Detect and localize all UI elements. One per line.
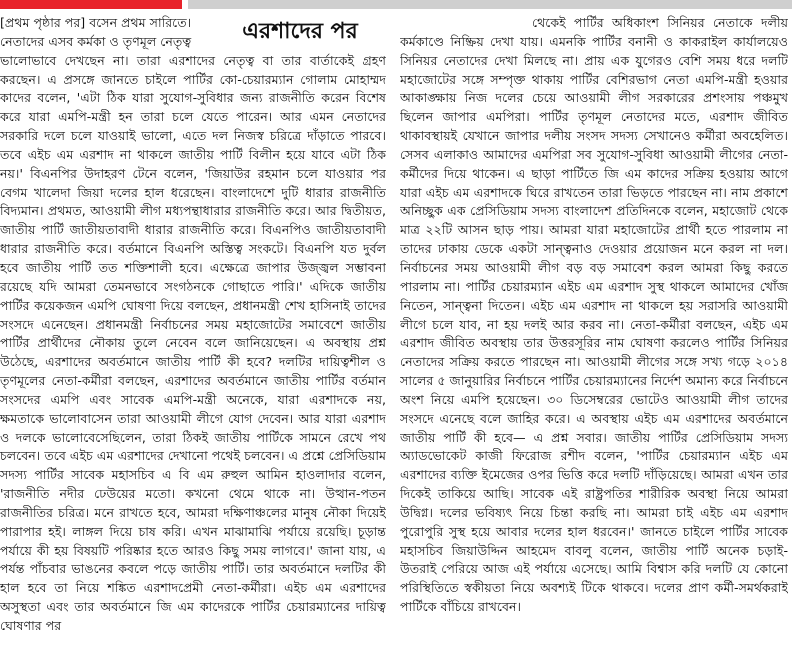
body-text-left: ভালোভাবে দেখছেন না। তারা এরশাদের নেতৃত্ব বা তার বার্তাকেই গ্রহণ করছেন। এ প্রসঙ্গে জানতে চাইলে পার্টির কো-চেয়ারম্যান গোলাম মোহাম্মদ কাদের বলেন, 'এটা ঠিক যারা সুযোগ-সুবিধার জন্য রাজনীতি করেন বিশেষ করে যারা এমপি-মন্ত্রী হন তারা চলে যেতে পারেন। আর এমন নেতাদের সরকারি দলে চলে যাওয়াই ভালো, এতে দল নিজস্ব চরিত্রে দাঁড়াতে পারবে। তবে এইচ এম এরশাদ না থাকলে জাতীয় পার্টি বিলীন হয়ে যাবে এটা ঠিক নয়।' বিএনপির উদাহরণ টেনে বলেন, 'জিয়াউর রহমান চলে যাওয়ার পর বেগম খালেদা জিয়া দলের হাল ধরেছেন। বাংলাদেশে দুটি ধারার রাজনীতি বিদ্যমান। প্রথমত, আওয়ামী লীগ মধ্যপন্থাধারার রাজনীতি করে। আর দ্বিতীয়ত, জাতীয় পার্টি জাতীয়তাবাদী ধারার রাজনীতি করে। বিএনপিও জাতীয়তাবাদী ধারার রাজনীতি করে। বর্তমানে বিএনপি অস্তিত্ব সংকটে। বিএনপি যত দুর্বল হবে জাতীয় পার্টি তত শক্তিশালী হবে। এক্ষেত্রে জাপার উজ্জ্বল সম্ভাবনা রয়েছে যদি আমরা তেমনভাবে সংগঠনকে গোছাতে পারি।' এদিকে জাতীয় পার্টির কয়েকজন এমপি ঘোষণা দিয়ে বলছেন, প্রধানমন্ত্রী শেখ হাসিনাই তাদের সংসদে এনেছেন। প্রধানমন্ত্রী নির্বাচনের সময় মহাজোটের সমাবেশে জাতীয় পার্টির প্রার্থীদের নৌকায় তুলে নেবেন বলে জানিয়েছেন। এ অবস্থায় প্রশ্ন উঠেছে, এরশাদের অবর্তমানে জাতীয় পার্টি কী হবে? দলটির দায়িত্বশীল ও তৃণমূলের নেতা-কর্মীরা বলছেন, এরশাদের অবর্তমানে জাতীয় পার্টির বর্তমান সংসদের এমপি এবং সাবেক এমপি-মন্ত্রী অনেকে, যারা এরশাদকে নয়, ক্ষমতাকে ভালোবাসেন তারা আওয়ামী লীগে যোগ দেবেন। আর যারা এরশাদ ও দলকে ভালোবেসেছিলেন, তারা ঠিকই জাতীয় পার্টিকে সামনে রেখে পথ চলবেন। তবে এইচ এম এরশাদের দেখানো পথেই চলবেন। এ প্রশ্নে প্রেসিডিয়াম সদস্য পার্টির সাবেক মহাসচিব এ বি এম রুহুল আমিন হাওলাদার বলেন, 'রাজনীতি নদীর ঢেউয়ের মতো। কখনো থেমে থাকে না। উত্থান-পতন রাজনীতির চরিত্র। মনে রাখতে হবে, আমরা দক্ষিণাঞ্চলের মানুষ নৌকা দিয়েই পারাপার হই। লাঙ্গল দিয়ে চাষ করি। এখন মাঝামাঝি পর্যায়ে রয়েছি। চূড়ান্ত পর্যায়ে কী হয় বিষয়টি পরিষ্কার হতে আরও কিছু সময় লাগবে।' জানা যায়, এ পর্যন্ত পাঁচবার ভাঙনের কবলে পড়ে জাতীয় পার্টি। তার অবর্তমানে দলটির কী হাল হবে তা নিয়ে শঙ্কিত এরশাদপ্রেমী নেতা-কর্মীরা। এইচ এম এরশাদের অসুস্থতা এবং তার অবর্তমানে জি এম কাদেরকে পার্টির চেয়ারম্যানের দায়িত্ব ঘোষণার পর [0, 52, 386, 633]
continuation-intro: [প্রথম পৃষ্ঠার পর] বসেন প্রথম সারিতে। নেতাদের এসব কর্মকা ও তৃণমূল নেতৃত্ব [0, 15, 192, 49]
top-rule-grey [188, 0, 792, 9]
body-text-right: থেকেই পার্টির অধিকাংশ সিনিয়র নেতাকে দলীয় কর্মকাণ্ডে নিষ্ক্রিয় দেখা যায়। এমনকি পার্টির বনানী ও কাকরাইল কার্যালয়েও সিনিয়র নেতাদের দেখা মিলছে না। প্রায় এক যুগেরও বেশি সময় ধরে দলটি মহাজোটের সঙ্গে সম্পৃক্ত থাকায় পার্টির বেশিরভাগ নেতা এমপি-মন্ত্রী হওয়ার আকাঙ্ক্ষায় নিজ দলের চেয়ে আওয়ামী লীগ সরকারের প্রশংসায় পঞ্চমুখ ছিলেন জাপার এমপিরা। পার্টির তৃণমূল নেতাদের মতে, এরশাদ জীবিত থাকাবস্থায়ই যেখানে জাপার দলীয় সংসদ সদস্য সেখানেও কর্মীরা অবহেলিত। সেসব এলাকাও আমাদের এমপিরা সব সুযোগ-সুবিধা আওয়ামী লীগের নেতা-কর্মীদের দিয়ে থাকেন। এ ছাড়া পার্টিতে জি এম কাদের সক্রিয় হওয়ায় আগে যারা এইচ এম এরশাদকে ঘিরে রাখতেন তারা ভিড়তে পারছেন না। নাম প্রকাশে অনিচ্ছুক এক প্রেসিডিয়াম সদস্য বাংলাদেশ প্রতিদিনকে বলেন, মহাজোট থেকে মাত্র ২২টি আসন ছাড় পায়। আমরা যারা মহাজোটের প্রার্থী হতে পারলাম না তাদের ঢাকায় ডেকে একটা সান্ত্বনাও দেওয়ার প্রয়োজন মনে করল না দল। নির্বাচনের সময় আওয়ামী লীগ বড় বড় সমাবেশ করল আমরা কিছু করতে পারলাম না। পার্টির চেয়ারম্যান এইচ এম এরশাদ সুস্থ থাকলে আমাদের খোঁজ নিতেন, সান্ত্বনা দিতেন। এইচ এম এরশাদ না থাকলে হয় সরাসরি আওয়ামী লীগে চলে যাব, না হয় দলই আর করব না। নেতা-কর্মীরা বলছেন, এইচ এম এরশাদ জীবিত অবস্থায় তার উত্তরসূরির নাম ঘোষণা করলেও পার্টির সিনিয়র নেতাদের সক্রিয় করতে পারছেন না। আওয়ামী লীগের সঙ্গে সখ্য গড়ে ২০১৪ সালের ৫ জানুয়ারির নির্বাচনে পার্টির চেয়ারম্যানের নির্দেশ অমান্য করে নির্বাচনে অংশ নিয়ে এমপি হয়েছেন। ৩০ ডিসেম্বরের ভোটেও আওয়ামী লীগ তাদের সংসদে এনেছে বলে জাহির করে। এ অবস্থায় এইচ এম এরশাদের অবর্তমানে জাতীয় পার্টি কী হবে— এ প্রশ্ন সবার। জাতীয় পার্টির প্রেসিডিয়াম সদস্য অ্যাডভোকেট কাজী ফিরোজ রশীদ বলেন, 'পার্টির চেয়ারম্যান এইচ এম এরশাদের ব্যক্তি ইমেজের ওপর ভিত্তি করে দলটি দাঁড়িয়েছে। আমরা এখন তার দিকেই তাকিয়ে আছি। সাবেক এই রাষ্ট্রপতির শারীরিক অবস্থা নিয়ে আমরা উদ্বিগ্ন। দলের ভবিষ্যৎ নিয়ে চিন্তা করছি না। আমরা চাই এইচ এম এরশাদ পুরোপুরি সুস্থ হয়ে আবার দলের হাল ধরবেন।' জানতে চাইলে পার্টির সাবেক মহাসচিব জিয়াউদ্দিন আহমেদ বাবলু বলেন, জাতীয় পার্টি অনেক চড়াই-উতরাই পেরিয়ে আজ এই পর্যায়ে এসেছে। আমি বিশ্বাস করি দলটি যে কোনো পরিস্থিতিতে স্বকীয়তা নিয়ে অবশ্যই টিকে থাকবে। দলের প্রাণ কর্মী-সমর্থকরাই পার্টিকে বাঁচিয়ে রাখবেন। [400, 15, 788, 615]
article-column-left [0, 14, 386, 640]
headline: এরশাদের পর [242, 19, 358, 44]
intro-row [0, 14, 386, 52]
top-rule-red [0, 0, 182, 9]
article-column-right [400, 14, 788, 640]
